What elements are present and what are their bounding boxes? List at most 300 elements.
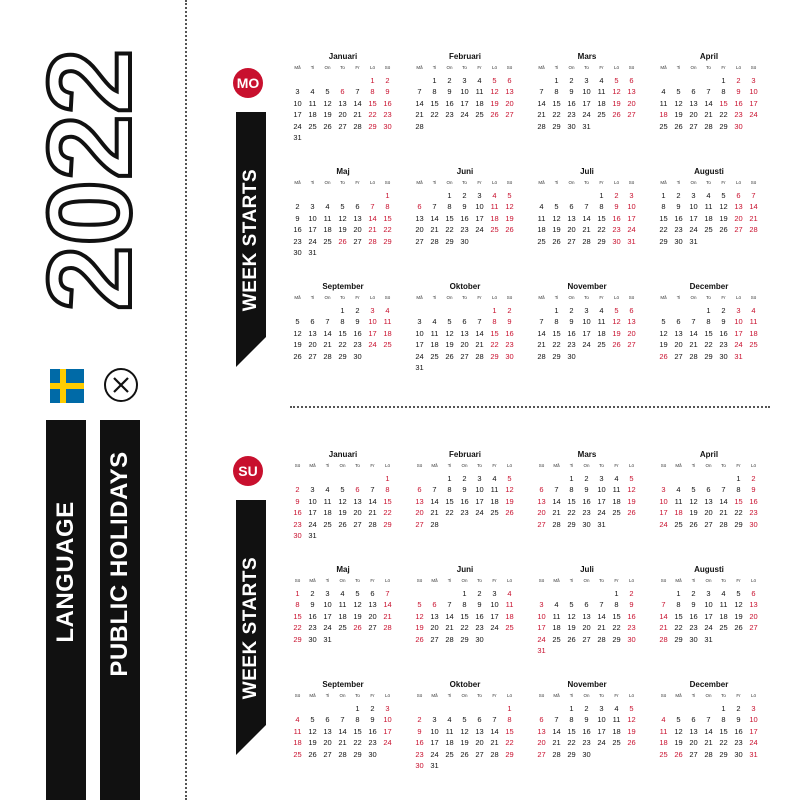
day-cell: 9 (295, 496, 300, 506)
weekday-header: Må (553, 578, 560, 583)
weekday-header: To (584, 180, 589, 185)
weekday-header: Lö (506, 693, 512, 698)
day-cell: 16 (383, 98, 392, 108)
day-cell: 18 (612, 496, 621, 506)
day-cell: 28 (704, 749, 713, 759)
day-cell: 25 (475, 110, 484, 119)
day-cell: 23 (293, 519, 302, 529)
empty-cell (686, 703, 701, 715)
day-cell: 17 (689, 213, 698, 223)
day-cell: 10 (475, 485, 484, 494)
day-cell: 31 (582, 121, 591, 131)
day-cell: 9 (417, 726, 422, 736)
day-cell: 14 (719, 496, 728, 506)
day-cell: 2 (462, 190, 467, 200)
day-cell: 27 (323, 749, 332, 759)
month-name: November (567, 282, 607, 291)
public-holidays-bar (100, 420, 140, 800)
weekday-header: To (477, 693, 482, 698)
day-cell: 27 (689, 121, 698, 131)
day-cell: 9 (629, 600, 634, 609)
day-cell: 16 (567, 328, 576, 338)
day-cell: 29 (674, 634, 683, 644)
weekday-header: Sö (416, 693, 423, 698)
weekday-header: On (446, 65, 453, 70)
day-cell: 8 (676, 600, 681, 609)
day-cell: 19 (505, 496, 514, 506)
language-label: LANGUAGE (52, 501, 79, 643)
day-cell: 18 (749, 328, 758, 338)
day-cell: 5 (295, 317, 300, 326)
day-cell: 1 (736, 473, 741, 483)
day-cell: 8 (385, 202, 390, 211)
day-cell: 7 (370, 202, 375, 211)
day-cell: 28 (415, 121, 424, 131)
day-cell: 6 (539, 485, 544, 494)
day-cell: 3 (584, 305, 589, 315)
day-cell: 24 (659, 519, 668, 529)
day-cell: 13 (537, 496, 546, 506)
weekday-header: Lö (369, 295, 375, 300)
empty-cell (534, 588, 549, 600)
day-cell: 17 (537, 623, 546, 632)
day-cell: 11 (612, 715, 621, 724)
day-cell: 14 (689, 328, 698, 338)
day-cell: 13 (323, 726, 332, 736)
day-cell: 22 (719, 110, 728, 119)
weekday-header: On (583, 578, 590, 583)
day-cell: 3 (736, 305, 741, 315)
weekday-header: Fr (492, 693, 497, 698)
day-cell: 31 (308, 248, 317, 257)
day-cell: 21 (659, 623, 668, 632)
day-cell: 20 (460, 340, 469, 349)
day-cell: 22 (490, 340, 499, 349)
weekday-header: On (324, 295, 331, 300)
day-cell: 9 (569, 87, 574, 96)
day-cell: 22 (353, 738, 362, 747)
day-cell: 26 (308, 749, 317, 759)
day-cell: 19 (460, 738, 469, 747)
day-cell: 12 (353, 600, 362, 609)
day-cell: 10 (475, 202, 484, 211)
weekday-header: Fr (599, 180, 604, 185)
weekday-header: Fr (599, 295, 604, 300)
day-cell: 13 (505, 87, 514, 96)
day-cell: 27 (353, 236, 362, 246)
day-cell: 7 (539, 87, 544, 96)
day-cell: 20 (627, 98, 636, 108)
day-cell: 16 (749, 496, 758, 506)
day-cell: 5 (569, 600, 574, 609)
day-cell: 10 (582, 87, 591, 96)
day-cell: 9 (477, 600, 482, 609)
day-cell: 1 (340, 305, 345, 315)
day-cell: 21 (582, 225, 591, 234)
month-januari (290, 52, 396, 144)
day-cell: 9 (676, 202, 681, 211)
day-cell: 14 (597, 611, 606, 621)
day-cell: 26 (734, 623, 743, 632)
day-cell: 25 (338, 623, 347, 632)
day-cell: 27 (674, 351, 683, 361)
day-cell: 29 (567, 749, 576, 759)
month-grid (656, 461, 762, 530)
weekday-header: Må (294, 180, 301, 185)
day-cell: 27 (415, 519, 424, 529)
day-cell: 13 (430, 611, 439, 621)
day-cell: 12 (552, 213, 561, 223)
day-cell: 15 (719, 98, 728, 108)
day-cell: 14 (430, 213, 439, 223)
day-cell: 12 (627, 715, 636, 724)
empty-cell (457, 305, 472, 317)
weekday-header: Fr (721, 180, 726, 185)
day-cell: 21 (537, 110, 546, 119)
day-cell: 24 (734, 340, 743, 349)
day-cell: 3 (370, 305, 375, 315)
day-cell: 28 (490, 749, 499, 759)
day-cell: 10 (537, 611, 546, 621)
weekday-header: On (461, 463, 468, 468)
day-cell: 3 (417, 317, 422, 326)
day-cell: 15 (597, 213, 606, 223)
day-cell: 22 (659, 225, 668, 234)
day-cell: 22 (338, 340, 347, 349)
day-cell: 21 (749, 213, 758, 223)
day-cell: 21 (704, 738, 713, 747)
day-cell: 12 (293, 328, 302, 338)
day-cell: 21 (383, 611, 392, 621)
weekday-header: On (583, 463, 590, 468)
weekday-header: Sö (384, 295, 391, 300)
month-name: November (567, 680, 607, 689)
day-cell: 16 (689, 611, 698, 621)
day-cell: 29 (353, 749, 362, 759)
day-cell: 18 (475, 98, 484, 108)
day-cell: 23 (612, 225, 621, 234)
day-cell: 9 (721, 317, 726, 326)
day-cell: 16 (415, 738, 424, 747)
day-cell: 25 (597, 340, 606, 349)
day-cell: 23 (567, 110, 576, 119)
weekday-header: Ti (691, 578, 696, 583)
day-cell: 7 (554, 485, 559, 494)
day-cell: 18 (719, 611, 728, 621)
day-cell: 17 (582, 98, 591, 108)
day-cell: 8 (721, 715, 726, 724)
day-cell: 22 (445, 225, 454, 234)
day-cell: 18 (552, 623, 561, 632)
day-cell: 2 (569, 305, 574, 315)
day-cell: 8 (507, 715, 512, 724)
week-starts-sunday-bar (236, 500, 266, 755)
day-cell: 15 (567, 726, 576, 736)
day-cell: 29 (293, 634, 302, 644)
day-cell: 4 (614, 473, 619, 483)
day-cell: 4 (599, 75, 604, 85)
day-cell: 21 (430, 508, 439, 517)
weekday-header: Fr (492, 463, 497, 468)
weekday-header: Lö (750, 463, 756, 468)
empty-cell (335, 190, 350, 202)
day-cell: 23 (734, 738, 743, 747)
day-cell: 31 (415, 363, 424, 372)
day-cell: 4 (295, 715, 300, 724)
day-cell: 11 (445, 726, 454, 736)
day-cell: 31 (704, 634, 713, 644)
weekday-header: To (599, 463, 604, 468)
day-cell: 3 (325, 588, 330, 598)
empty-cell (701, 703, 716, 715)
month-augusti (656, 167, 762, 247)
day-cell: 16 (734, 98, 743, 108)
day-cell: 5 (462, 715, 467, 724)
day-cell: 6 (355, 202, 360, 211)
day-cell: 10 (582, 317, 591, 326)
day-cell: 22 (567, 738, 576, 747)
day-cell: 8 (447, 202, 452, 211)
empty-cell (412, 305, 427, 317)
day-cell: 13 (582, 611, 591, 621)
day-cell: 1 (599, 190, 604, 200)
day-cell: 5 (325, 87, 330, 96)
weekday-header: Fr (736, 463, 741, 468)
day-cell: 1 (569, 473, 574, 483)
weekday-header: Lö (750, 693, 756, 698)
day-cell: 30 (749, 519, 758, 529)
weekday-header: Sö (750, 65, 757, 70)
day-cell: 5 (507, 473, 512, 483)
weekday-header: Må (538, 65, 545, 70)
month-name: Augusti (694, 565, 724, 574)
day-cell: 3 (295, 87, 300, 96)
day-cell: 25 (505, 623, 514, 632)
day-cell: 9 (370, 715, 375, 724)
day-cell: 28 (445, 634, 454, 644)
weekday-header: Ti (325, 578, 330, 583)
day-cell: 11 (704, 202, 713, 211)
day-cell: 22 (674, 623, 683, 632)
day-cell: 29 (460, 634, 469, 644)
empty-cell (305, 190, 320, 202)
weekday-header: Må (416, 180, 423, 185)
empty-cell (686, 75, 701, 87)
day-cell: 22 (567, 508, 576, 517)
empty-cell (427, 588, 442, 600)
day-cell: 21 (353, 110, 362, 119)
day-cell: 20 (689, 738, 698, 747)
weekday-header: Lö (613, 295, 619, 300)
weekday-header: Sö (538, 578, 545, 583)
day-cell: 17 (460, 98, 469, 108)
weekday-header: Lö (613, 180, 619, 185)
day-cell: 21 (445, 623, 454, 632)
day-cell: 25 (308, 121, 317, 131)
day-cell: 4 (310, 87, 315, 96)
day-cell: 7 (584, 202, 589, 211)
day-cell: 14 (582, 213, 591, 223)
day-cell: 30 (475, 634, 484, 644)
weekday-header: Lö (369, 65, 375, 70)
day-cell: 16 (460, 213, 469, 223)
day-cell: 7 (340, 715, 345, 724)
day-cell: 27 (430, 634, 439, 644)
weekday-header: Ti (691, 693, 696, 698)
weekday-header: Lö (491, 65, 497, 70)
day-cell: 3 (492, 588, 497, 598)
weekday-header: Må (538, 295, 545, 300)
day-cell: 21 (719, 508, 728, 517)
day-cell: 28 (430, 519, 439, 529)
day-cell: 10 (415, 328, 424, 338)
day-cell: 30 (734, 749, 743, 759)
weekday-header: Lö (384, 463, 390, 468)
day-cell: 5 (507, 190, 512, 200)
empty-cell (579, 190, 594, 202)
day-cell: 10 (490, 600, 499, 609)
weekday-header: Fr (721, 295, 726, 300)
day-cell: 22 (597, 225, 606, 234)
day-cell: 24 (308, 519, 317, 529)
weekday-header: Lö (735, 65, 741, 70)
day-cell: 21 (430, 225, 439, 234)
day-cell: 31 (308, 531, 317, 540)
day-cell: 19 (734, 611, 743, 621)
day-cell: 4 (432, 317, 437, 326)
day-cell: 29 (383, 519, 392, 529)
day-cell: 15 (704, 328, 713, 338)
day-cell: 13 (415, 213, 424, 223)
day-cell: 27 (749, 623, 758, 632)
day-cell: 27 (704, 519, 713, 529)
day-cell: 19 (674, 110, 683, 119)
day-cell: 12 (659, 328, 668, 338)
day-cell: 18 (659, 110, 668, 119)
empty-cell (290, 75, 305, 87)
day-cell: 1 (355, 703, 360, 713)
weekday-header: Sö (416, 463, 423, 468)
day-cell: 6 (629, 305, 634, 315)
empty-cell (534, 190, 549, 202)
day-cell: 18 (445, 738, 454, 747)
day-cell: 20 (689, 110, 698, 119)
day-cell: 22 (734, 508, 743, 517)
empty-cell (594, 588, 609, 600)
day-cell: 20 (353, 508, 362, 517)
day-cell: 30 (674, 236, 683, 246)
day-cell: 8 (447, 485, 452, 494)
day-cell: 14 (704, 98, 713, 108)
day-cell: 3 (385, 703, 390, 713)
day-cell: 25 (323, 519, 332, 529)
day-cell: 31 (323, 634, 332, 644)
day-cell: 19 (415, 623, 424, 632)
day-cell: 17 (475, 496, 484, 506)
day-cell: 24 (537, 634, 546, 644)
day-cell: 26 (552, 236, 561, 246)
empty-cell (305, 75, 320, 87)
month-name: Februari (448, 450, 481, 459)
day-cell: 24 (749, 110, 758, 119)
day-cell: 19 (659, 340, 668, 349)
weekday-header: To (355, 693, 360, 698)
day-cell: 31 (430, 761, 439, 770)
weekday-header: On (324, 180, 331, 185)
weekday-header: Fr (370, 463, 375, 468)
day-cell: 11 (505, 600, 514, 609)
day-cell: 10 (383, 715, 392, 724)
day-cell: 24 (460, 110, 469, 119)
day-cell: 29 (368, 121, 377, 131)
day-cell: 12 (338, 213, 347, 223)
weekday-header: Må (416, 65, 423, 70)
day-cell: 17 (597, 496, 606, 506)
day-cell: 25 (659, 121, 668, 131)
day-cell: 18 (612, 726, 621, 736)
weekday-header: Ti (310, 65, 315, 70)
month-grid (656, 691, 762, 760)
day-cell: 29 (338, 351, 347, 361)
day-cell: 28 (430, 236, 439, 246)
day-cell: 2 (584, 703, 589, 713)
month-grid (534, 293, 640, 362)
day-cell: 17 (293, 110, 302, 119)
empty-cell (290, 305, 305, 317)
day-cell: 26 (627, 508, 636, 517)
day-cell: 7 (706, 87, 711, 96)
day-cell: 18 (537, 225, 546, 234)
month-name: Juli (580, 565, 594, 574)
day-cell: 1 (385, 190, 390, 200)
day-cell: 27 (567, 236, 576, 246)
day-cell: 6 (417, 202, 422, 211)
weekday-header: To (340, 295, 345, 300)
day-cell: 15 (734, 496, 743, 506)
day-cell: 1 (676, 588, 681, 598)
vertical-divider (185, 0, 187, 800)
day-cell: 29 (704, 351, 713, 361)
weekday-header: Fr (355, 295, 360, 300)
day-cell: 15 (505, 726, 514, 736)
weekday-header: On (339, 578, 346, 583)
day-cell: 25 (704, 225, 713, 234)
weekday-header: Må (431, 463, 438, 468)
day-cell: 17 (415, 340, 424, 349)
day-cell: 3 (477, 190, 482, 200)
day-cell: 23 (505, 340, 514, 349)
day-cell: 22 (552, 340, 561, 349)
day-cell: 2 (370, 703, 375, 713)
weekday-header: Må (660, 65, 667, 70)
day-cell: 7 (477, 317, 482, 326)
day-cell: 8 (554, 87, 559, 96)
weekday-header: Lö (735, 295, 741, 300)
day-cell: 29 (490, 351, 499, 361)
day-cell: 1 (661, 190, 666, 200)
day-cell: 8 (432, 87, 437, 96)
weekday-header: Må (553, 693, 560, 698)
month-name: September (322, 680, 364, 689)
day-cell: 4 (539, 202, 544, 211)
month-grid (412, 461, 518, 530)
day-cell: 3 (584, 75, 589, 85)
day-cell: 14 (490, 726, 499, 736)
day-cell: 27 (627, 110, 636, 119)
day-cell: 31 (597, 519, 606, 529)
day-cell: 15 (430, 98, 439, 108)
day-cell: 11 (338, 600, 347, 609)
